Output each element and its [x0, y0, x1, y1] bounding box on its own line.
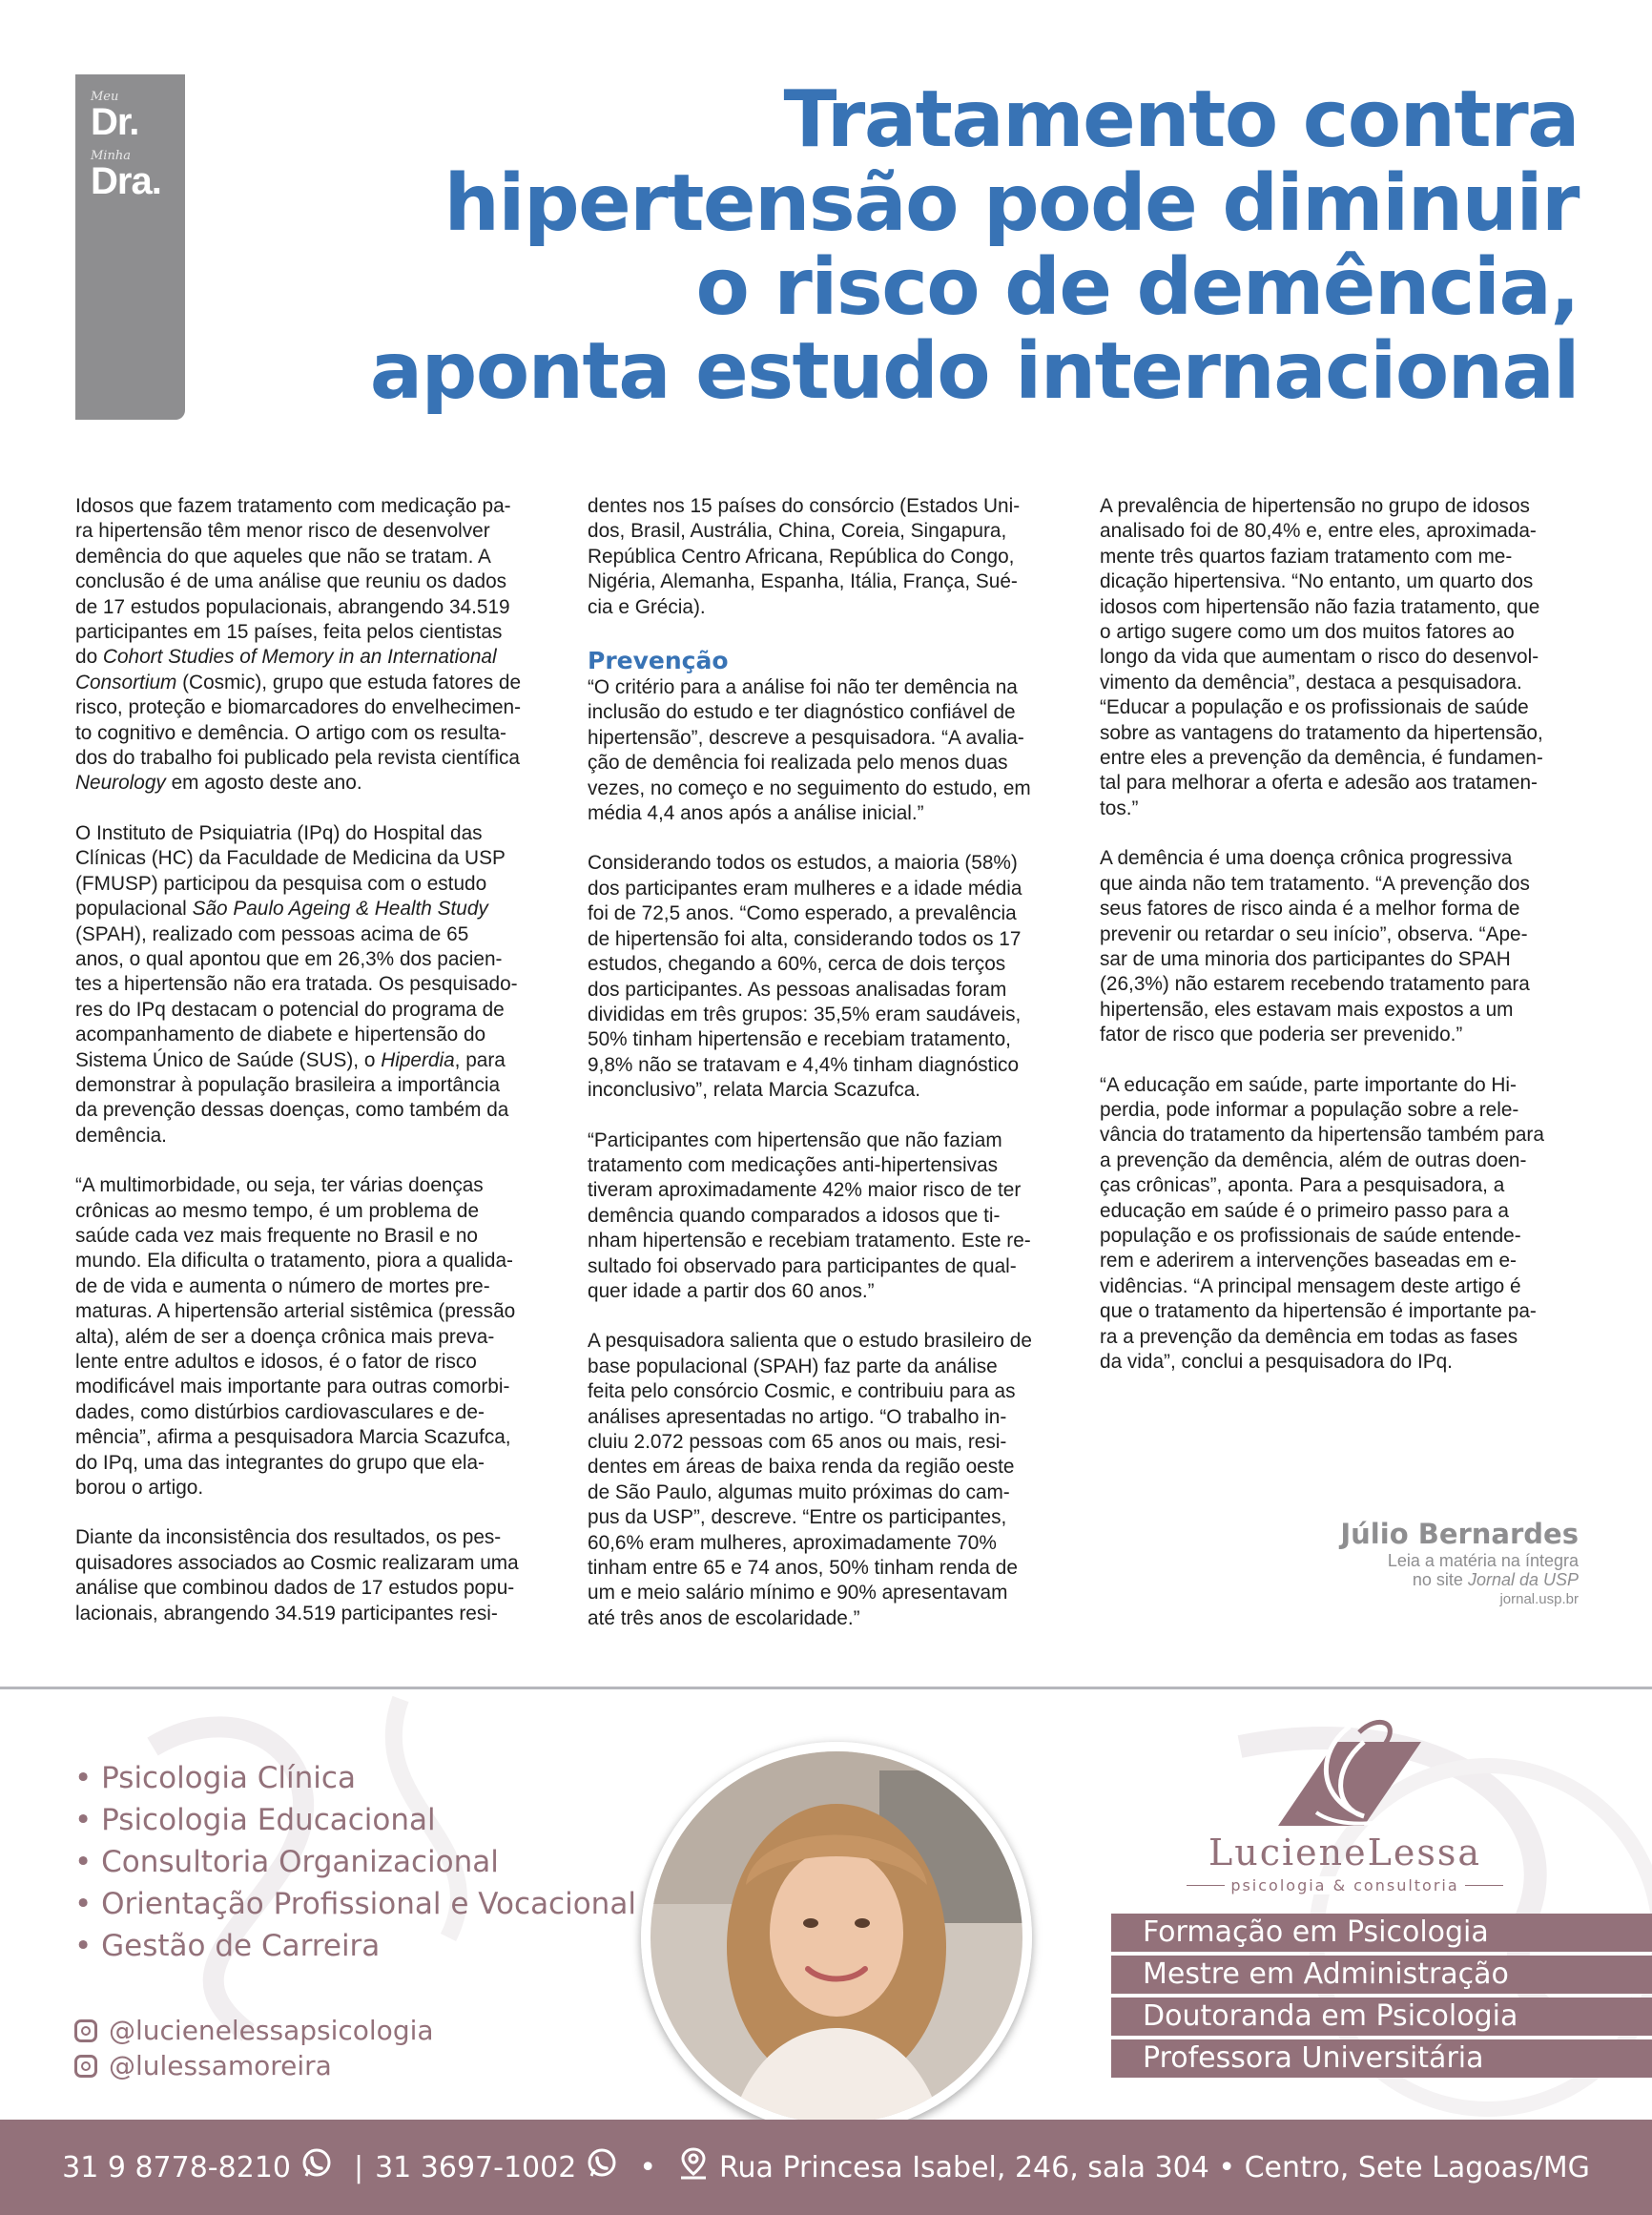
portrait-photo	[641, 1742, 1032, 2133]
bullet: •	[639, 2150, 657, 2184]
paragraph: A prevalência de hipertensão no grupo de idosos analisado foi de 80,4% e, entre eles, aproximada- mente três quartos faziam tratamento com me- dicação hipertensiva. “No entanto, um quarto dos idosos com hipertensão não fazia tratamento, que o artigo sugere como um dos muitos fatores ao longo da vida que aumentam o risco do desenvol- vimento da demência”, destaca a pesquisadora. “Educar a população e os profissionais de saúde sobre as vantagens do tratamento da hipertensão, entre eles a prevenção da demência, é fundamen- tal para melhorar a oferta e adesão aos tratamen- tos.”	[1100, 495, 1543, 819]
credentials-list	[1111, 1914, 1652, 2081]
portrait-illustration	[641, 1742, 1032, 2133]
location-pin-icon	[677, 2146, 710, 2188]
section-tag	[75, 74, 185, 420]
credential-item: Mestre em Administração	[1111, 1956, 1652, 1994]
subheading: Prevenção	[588, 647, 729, 675]
service-item: • Gestão de Carreira	[74, 1925, 636, 1967]
paragraph: Diante da inconsistência dos resultados, os pes- quisadores associados ao Cosmic realizaram uma análise que combinou dados de 17 estudos popu- lacionais, abrangendo 34.519 participantes resi-	[75, 1526, 519, 1625]
contact-footer	[0, 2120, 1652, 2215]
article-column-2	[588, 494, 1064, 1656]
service-item: • Psicologia Educacional	[74, 1799, 636, 1841]
paragraph: Idosos que fazem tratamento com medicação pa- ra hipertensão têm menor risco de desenvolver demência do que aqueles que não se tratam. A conclusão é de uma análise que reuniu os dados de 17 estudos populacionais, abrangendo 34.519 participantes em 15 países, feita pelos cientistas do Cohort Studies of Memory in an International Consortium (Cosmic), grupo que estuda fatores de risco, proteção e biomarcadores do envelhecimen- to cognitivo e demência. O artigo com os resulta- dos do trabalho foi publicado pela revista científica Neurology em agosto deste ano.	[75, 495, 522, 795]
social-handle-text: @lulessamoreira	[109, 2050, 332, 2081]
paragraph: A pesquisadora salienta que o estudo brasileiro de base populacional (SPAH) faz parte da análise feita pelo consórcio Cosmic, e contribuiu para as análises apresentadas no artigo. “O trabalho in- cluiu 2.072 pessoas com 65 anos ou mais, resi- dentes em áreas de baixa renda da região oeste de São Paulo, algumas muito próximas do cam- pus da USP”, descreve. “Entre os participantes, 60,6% eram mulheres, aproximadamente 70% tinham entre 65 e 74 anos, 50% tinham renda de um e meio salário mínimo e 90% apresentavam até três anos de escolaridade.”	[588, 1330, 1032, 1629]
separator: |	[353, 2150, 364, 2184]
social-handle-text: @lucienelessapsicologia	[109, 2015, 434, 2046]
whatsapp-icon	[300, 2147, 333, 2187]
whatsapp-icon	[586, 2147, 618, 2187]
article-column-3	[1100, 494, 1577, 1399]
paragraph: “Participantes com hipertensão que não faziam tratamento com medicações anti-hipertensivas tiveram aproximadamente 42% maior risco de ter demência quando comparados a idosos que ti- nham hipertensão e recebiam tratamento. Este re- sultado foi observado para participantes de qual- quer idade a partir dos 60 anos.”	[588, 1128, 1031, 1302]
phone-landline[interactable]: 31 3697-1002	[375, 2150, 577, 2184]
author-name: Júlio Bernardes	[1340, 1518, 1579, 1550]
headline-line: hipertensão pode diminuir	[444, 158, 1579, 249]
section-tag-line2: Dra.	[91, 160, 161, 202]
social-handles	[74, 2013, 434, 2083]
paragraph: “A educação em saúde, parte importante do Hi- perdia, pode informar a população sobre a rele- vância do tratamento da hipertensão também para a prevenção da demência, além de outras doen- ças crônicas”, aponta. Para a pesquisadora, a educação em saúde é o primeiro passo para a população e os profissionais de saúde entende- rem e aderirem a intervenções baseadas em e- vidências. “A principal mensagem deste artigo é que o tratamento da hipertensão é importante pa- ra a prevenção da demência em todas as fases da vida”, conclui a pesquisadora do IPq.	[1100, 1073, 1544, 1373]
brand-name: LucieneLessa	[1208, 1832, 1481, 1873]
brand-tagline	[1183, 1877, 1507, 1894]
service-item: • Orientação Profissional e Vocacional	[74, 1883, 636, 1925]
read-more-note: Leia a matéria na íntegra no site Jornal da USP	[1387, 1551, 1579, 1589]
headline-line: Tratamento contra	[783, 74, 1579, 165]
advertisement	[0, 1687, 1652, 2215]
credential-item: Professora Universitária	[1111, 2039, 1652, 2078]
paragraph: Considerando todos os estudos, a maioria (58%) dos participantes eram mulheres e a idade média foi de 72,5 anos. “Como esperado, a prevalência de hipertensão foi alta, considerando todos os 17 estudos, chegando a 60%, cerca de dois terços dos participantes. As pessoas analisadas foram divididas em três grupos: 35,5% eram saudáveis, 50% tinham hipertensão e recebiam tratamento, 9,8% não se tratavam e 4,4% tinham diagnóstico inconclusivo”, relata Marcia Scazufca.	[588, 852, 1022, 1102]
paragraph: “O critério para a análise foi não ter demência na inclusão do estudo e ter diagnóstico confiável de hipertensão”, descreve a pesquisadora. “A avalia- ção de demência foi realizada pelo menos duas vezes, no começo e no seguimento do estudo, em média 4,4 anos após a análise inicial.”	[588, 676, 1031, 825]
headline-line: o risco de demência,	[695, 242, 1579, 333]
source-url[interactable]: jornal.usp.br	[1499, 1591, 1579, 1607]
credential-item: Formação em Psicologia	[1111, 1914, 1652, 1952]
paragraph: O Instituto de Psiquiatria (IPq) do Hospital das Clínicas (HC) da Faculdade de Medicina da USP (FMUSP) participou da pesquisa com o estudo populacional São Paulo Ageing & Health Study (SPAH), realizado com pessoas acima de 65 anos, o qual apontou que em 26,3% dos pacien- tes a hipertensão não era tratada. Os pesquisado- res do IPq destacam o potencial do programa de acompanhamento de diabete e hipertensão do Sistema Único de Saúde (SUS), o Hiperdia, para demonstrar à população brasileira a importância da prevenção dessas doenças, como também da demência.	[75, 821, 518, 1147]
instagram-icon	[74, 2019, 97, 2042]
service-item: • Consultoria Organizacional	[74, 1841, 636, 1883]
byline	[1145, 1517, 1579, 1610]
instagram-icon	[74, 2055, 97, 2078]
headline-line: aponta estudo internacional	[369, 326, 1579, 417]
section-tag-script-mid: Minha	[91, 149, 131, 163]
paragraph: A demência é uma doença crônica progressiva que ainda não tem tratamento. “A prevenção dos seus fatores de risco ainda é a melhor forma de prevenir ou retardar o seu início”, observa. “Ape- sar de uma minoria dos participantes do SPAH (26,3%) não estarem recebendo tratamento para hipertensão, eles estavam mais expostos a um fator de risco que poderia ser prevenido.”	[1100, 847, 1530, 1046]
address: Rua Princesa Isabel, 246, sala 304 • Centro, Sete Lagoas/MG	[719, 2150, 1590, 2184]
article-column-1	[75, 494, 552, 1651]
services-list	[74, 1757, 636, 1967]
section-tag-line1: Dr.	[91, 101, 139, 143]
section-tag-script-top: Meu	[91, 90, 119, 104]
social-handle[interactable]	[74, 2048, 434, 2083]
brand-tagline-text: psicologia & consultoria	[1225, 1876, 1464, 1894]
headline	[229, 74, 1579, 417]
paragraph: “A multimorbidade, ou seja, ter várias doenças crônicas ao mesmo tempo, é um problema de saúde cada vez mais frequente no Brasil e no mundo. Ela dificulta o tratamento, piora a qualida- de de vida e aumenta o número de mortes pre- maturas. A hipertensão arterial sistêmica (pressão alta), além de ser a doença crônica mais preva- lente entre adultos e idosos, é o fator de risco modificável mais importante para outras comorbi- dades, como distúrbios cardiovasculares e de- mência”, afirma a pesquisadora Marcia Scazufca, do IPq, uma das integrantes do grupo que ela- borou o artigo.	[75, 1174, 516, 1500]
social-handle[interactable]	[74, 2013, 434, 2048]
phone-mobile[interactable]: 31 9 8778-8210	[62, 2150, 291, 2184]
brand-logo-mark	[1173, 1713, 1517, 1847]
service-item: • Psicologia Clínica	[74, 1757, 636, 1799]
credential-item: Doutoranda em Psicologia	[1111, 1998, 1652, 2036]
paragraph: dentes nos 15 países do consórcio (Estados Uni- dos, Brasil, Austrália, China, Coreia, Singapura, República Centro Africana, República do Congo, Nigéria, Alemanha, Espanha, Itália, França, Sué- cia e Grécia).	[588, 495, 1021, 618]
